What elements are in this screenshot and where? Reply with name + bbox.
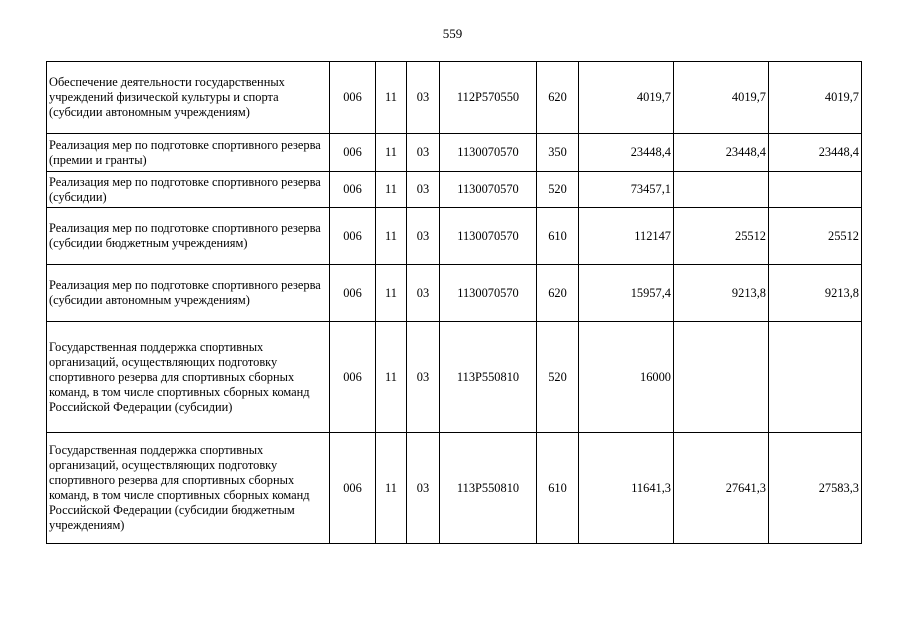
subsection-cell: 03 [407,208,440,265]
table-row [47,172,862,208]
table-row [47,433,862,544]
year2-amount-cell [674,172,769,208]
target-article-cell: 1130070570 [440,172,537,208]
expense-type-cell: 620 [537,265,579,322]
year3-amount-cell: 9213,8 [769,265,862,322]
expense-type-cell: 610 [537,208,579,265]
target-article-cell: 1130070570 [440,208,537,265]
description-cell: Государственная поддержка спортивных организаций, осуществляющих подготовку спортивного резерва для спортивных сборных команд, в том числе спортивных сборных команд Российской Федерации (субсидии) [47,322,330,433]
year1-amount-cell: 73457,1 [579,172,674,208]
ministry-code-cell: 006 [330,134,376,172]
target-article-cell: 1130070570 [440,134,537,172]
description-cell: Реализация мер по подготовке спортивного резерва (субсидии автономным учреждениям) [47,265,330,322]
budget-table [46,61,862,544]
ministry-code-cell: 006 [330,322,376,433]
ministry-code-cell: 006 [330,265,376,322]
year3-amount-cell: 4019,7 [769,62,862,134]
year2-amount-cell: 4019,7 [674,62,769,134]
table-row [47,134,862,172]
subsection-cell: 03 [407,433,440,544]
year3-amount-cell: 23448,4 [769,134,862,172]
expense-type-cell: 350 [537,134,579,172]
year1-amount-cell: 16000 [579,322,674,433]
section-cell: 11 [376,134,407,172]
year1-amount-cell: 11641,3 [579,433,674,544]
section-cell: 11 [376,172,407,208]
ministry-code-cell: 006 [330,208,376,265]
year2-amount-cell: 23448,4 [674,134,769,172]
description-cell: Реализация мер по подготовке спортивного резерва (премии и гранты) [47,134,330,172]
description-cell: Реализация мер по подготовке спортивного резерва (субсидии) [47,172,330,208]
year2-amount-cell: 27641,3 [674,433,769,544]
expense-type-cell: 520 [537,322,579,433]
description-cell: Обеспечение деятельности государственных учреждений физической культуры и спорта (субсидии автономным учреждениям) [47,62,330,134]
subsection-cell: 03 [407,265,440,322]
table-row [47,208,862,265]
table-row [47,322,862,433]
subsection-cell: 03 [407,62,440,134]
section-cell: 11 [376,322,407,433]
year3-amount-cell: 25512 [769,208,862,265]
ministry-code-cell: 006 [330,62,376,134]
year3-amount-cell [769,172,862,208]
page-number: 559 [442,26,463,41]
expense-type-cell: 610 [537,433,579,544]
year3-amount-cell: 27583,3 [769,433,862,544]
target-article-cell: 1130070570 [440,265,537,322]
subsection-cell: 03 [407,134,440,172]
year3-amount-cell [769,322,862,433]
year1-amount-cell: 15957,4 [579,265,674,322]
year1-amount-cell: 4019,7 [579,62,674,134]
target-article-cell: 113Р550810 [440,433,537,544]
target-article-cell: 112Р570550 [440,62,537,134]
subsection-cell: 03 [407,322,440,433]
section-cell: 11 [376,433,407,544]
description-cell: Реализация мер по подготовке спортивного резерва (субсидии бюджетным учреждениям) [47,208,330,265]
section-cell: 11 [376,62,407,134]
table-row [47,265,862,322]
year1-amount-cell: 112147 [579,208,674,265]
year2-amount-cell: 9213,8 [674,265,769,322]
description-cell: Государственная поддержка спортивных организаций, осуществляющих подготовку спортивного резерва для спортивных сборных команд, в том числе спортивных сборных команд Российской Федерации (субсидии бюджетным учреждениям) [47,433,330,544]
year2-amount-cell: 25512 [674,208,769,265]
year2-amount-cell [674,322,769,433]
section-cell: 11 [376,265,407,322]
year1-amount-cell: 23448,4 [579,134,674,172]
expense-type-cell: 520 [537,172,579,208]
target-article-cell: 113Р550810 [440,322,537,433]
table-row [47,62,862,134]
ministry-code-cell: 006 [330,433,376,544]
subsection-cell: 03 [407,172,440,208]
ministry-code-cell: 006 [330,172,376,208]
section-cell: 11 [376,208,407,265]
expense-type-cell: 620 [537,62,579,134]
